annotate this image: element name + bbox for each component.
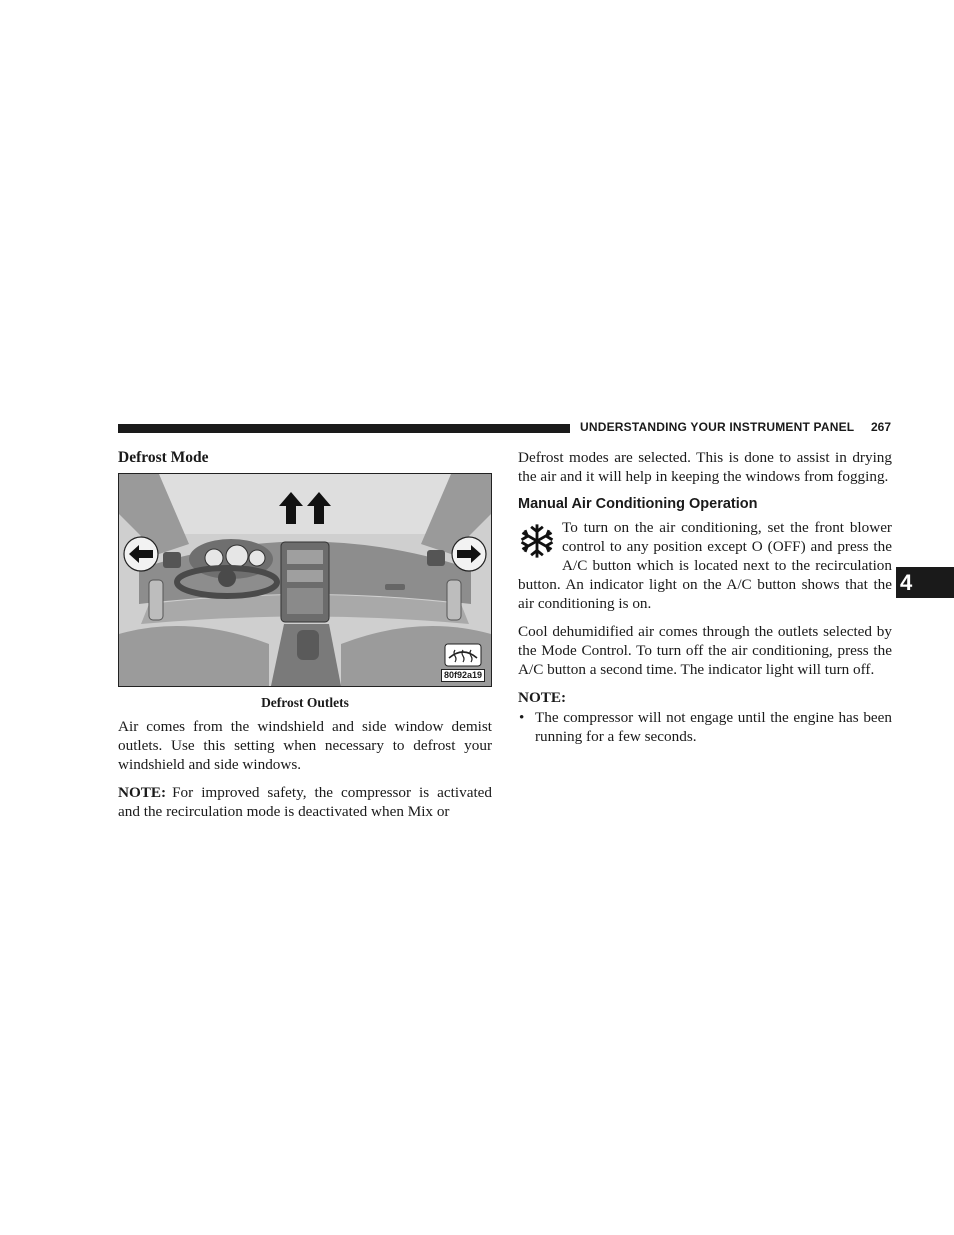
defrost-paragraph: Air comes from the windshield and side window demist outlets. Use this setting when necessary to defrost your windshield and side windows.	[118, 718, 492, 773]
list-item-text: The compressor will not engage until the engine has been running for a few seconds.	[535, 709, 892, 745]
section-heading-manual-ac: Manual Air Conditioning Operation	[518, 496, 758, 512]
defrost-note	[118, 783, 492, 821]
ac-instructions	[518, 518, 892, 613]
section-heading-defrost-mode: Defrost Mode	[118, 449, 209, 466]
note-label: NOTE:	[118, 784, 167, 801]
figure-caption: Defrost Outlets	[261, 695, 349, 710]
defrost-outlets-illustration	[118, 473, 492, 687]
dehumidified-paragraph: Cool dehumidified air comes through the outlets selected by the Mode Control. To turn off the air conditioning, press the A/C button a second time. The indicator light will turn off.	[518, 623, 892, 678]
continuation-paragraph: Defrost modes are selected. This is done to assist in drying the air and it will help in keeping the windows from fogging.	[518, 449, 892, 485]
windshield-defrost-icon	[445, 644, 481, 666]
note-heading: NOTE:	[518, 689, 567, 706]
list-item	[518, 708, 892, 746]
bullet-icon: •	[519, 709, 525, 726]
figure-code: 80f92a19	[441, 669, 485, 682]
note-text: For improved safety, the compressor is activated and the recirculation mode is deactivated when Mix or	[118, 784, 492, 820]
ac-paragraph: To turn on the air conditioning, set the front blower control to any position except O (OFF) and press the A/C button which is located next to the recirculation button. An indicator light on the A/C button shows that the air conditioning is on.	[518, 519, 892, 612]
left-column	[118, 448, 492, 830]
running-header-title: UNDERSTANDING YOUR INSTRUMENT PANEL	[580, 420, 855, 434]
header-rule	[118, 424, 570, 433]
page-number: 267	[871, 420, 892, 434]
note-list	[518, 708, 892, 746]
right-column	[518, 448, 892, 746]
snowflake-icon	[518, 521, 556, 561]
chapter-tab: 4	[896, 567, 954, 598]
